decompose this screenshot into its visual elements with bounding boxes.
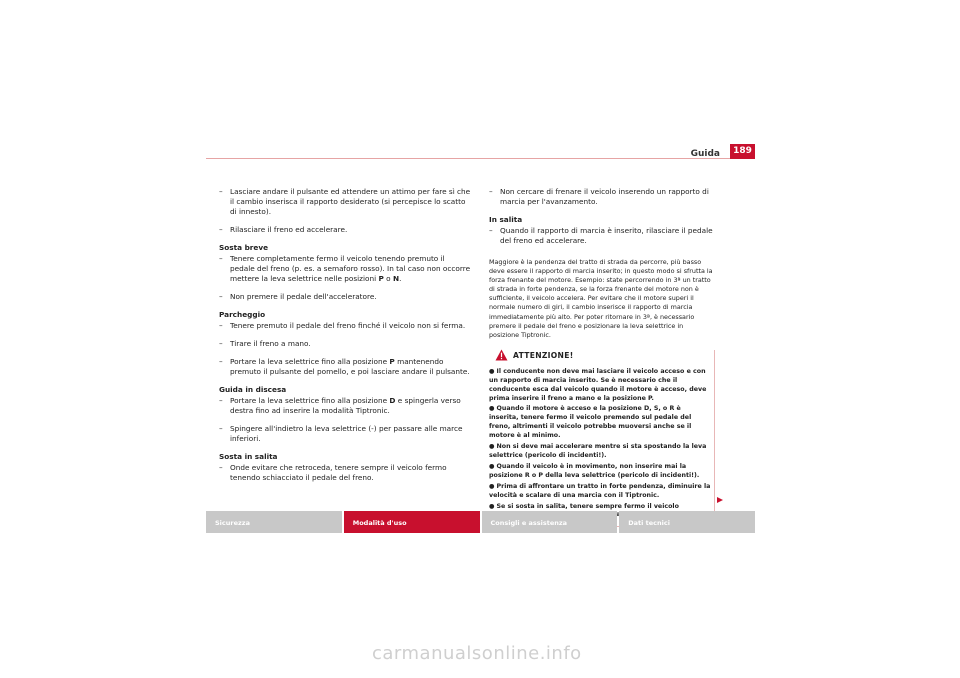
bullet-icon: ● — [489, 405, 495, 413]
continue-arrow-icon — [717, 497, 723, 503]
warning-item: ● Quando il veicolo è in movimento, non inserire mai la posizione R o P della leva selettrice (pericolo di incidenti!). — [489, 462, 700, 479]
warning-item: ● Quando il motore è acceso e la posizione D, S, o R è inserita, tenere fermo il veicolo premendo sul pedale del freno, altrimenti il veicolo potrebbe muoversi anche se il motore è al minimo. — [489, 405, 692, 440]
list-item: – Non cercare di frenare il veicolo inserendo un rapporto di marcia per l'avanzamento. — [489, 187, 709, 206]
section-title: Guida — [690, 149, 720, 159]
warning-item: ● Prima di affrontare un tratto in forte pendenza, diminuire la velocità e scalare di una marcia con il Tiptronic. — [489, 482, 711, 499]
list-item: – Tirare il freno a mano. — [219, 339, 311, 348]
warning-title: ATTENZIONE! — [513, 350, 574, 360]
list-item: – Non premere il pedale dell'acceleratore. — [219, 292, 377, 301]
tab-sicurezza[interactable]: Sicurezza — [206, 511, 342, 533]
list-item: – Portare la leva selettrice fino alla posizione D e spingerla verso destra fino ad inserire la modalità Tiptronic. — [219, 396, 461, 415]
bullet-icon: ● — [489, 443, 495, 451]
tab-modalita-uso[interactable]: Modalità d'uso — [344, 511, 480, 533]
warning-triangle-icon — [495, 349, 508, 361]
warning-header — [489, 350, 711, 366]
list-item: – Quando il rapporto di marcia è inserito, rilasciare il pedale del freno ed accelerare. — [489, 226, 713, 245]
heading-in-salita: In salita — [489, 215, 523, 224]
bullet-icon: ● — [489, 502, 495, 510]
list-item: – Lasciare andare il pulsante ed attendere un attimo per fare sì che il cambio inserisca il rapporto desiderato (si percepisce lo scatto di innesto). — [219, 187, 471, 216]
list-item: – Spingere all'indietro la leva selettrice (-) per passare alle marce inferiori. — [219, 424, 463, 443]
bullet-icon: ● — [489, 367, 495, 375]
list-item: – Rilasciare il freno ed accelerare. — [219, 225, 348, 234]
bullet-icon: ● — [489, 462, 495, 470]
warning-item: ● Non si deve mai accelerare mentre si sta spostando la leva selettrice (pericolo di incidenti!). — [489, 443, 707, 459]
tab-dati-tecnici[interactable]: Dati tecnici — [619, 511, 755, 533]
list-item: – Tenere premuto il pedale del freno finché il veicolo non si ferma. — [219, 321, 466, 330]
heading-parcheggio: Parcheggio — [219, 310, 266, 319]
watermark: carmanualsonline.info — [372, 643, 582, 664]
list-item: – Portare la leva selettrice fino alla posizione P mantenendo premuto il pulsante del pomello, e poi lasciare andare il pulsante. — [219, 357, 470, 376]
bullet-icon: ● — [489, 482, 495, 490]
right-column — [489, 187, 715, 527]
warning-item: ● Se si sosta in salita, tenere sempre fermo il veicolo — [489, 502, 679, 510]
heading-sosta-salita: Sosta in salita — [219, 452, 278, 461]
warning-box — [489, 350, 715, 528]
note-paragraph: Maggiore è la pendenza del tratto di strada da percorre, più basso deve essere il rapporto di marcia inserito; in questo modo si sfrutta la forza frenante del motore. Esempio: state percorrendo in 3ª un tratto di strada in forte pendenza, se la forza frenante del motore non è sufficiente, il veicolo accelera. Per evitare che il motore superi il normale numero di giri, il cambio inserisce il rapporto di marcia immediatamente più alto. Per poter ritornare in 3ª, è necessario premere il pedale del freno e posizionare la leva selettrice in posizione Tiptronic. — [489, 258, 713, 339]
tab-consigli-assistenza[interactable]: Consigli e assistenza — [482, 511, 618, 533]
heading-guida-discesa: Guida in discesa — [219, 385, 287, 394]
left-column — [219, 187, 471, 491]
list-item: – Onde evitare che retroceda, tenere sempre il veicolo fermo tenendo schiacciato il pedale del freno. — [219, 463, 447, 482]
list-item: – Tenere completamente fermo il veicolo tenendo premuto il pedale del freno (p. es. a semaforo rosso). In tal caso non occorre mettere la leva selettrice nelle posizioni P o N. — [219, 254, 471, 283]
footer-nav — [206, 511, 755, 533]
heading-sosta-breve: Sosta breve — [219, 243, 269, 252]
page-number: 189 — [730, 144, 755, 159]
warning-item: ● Il conducente non deve mai lasciare il veicolo acceso e con un rapporto di marcia inserito. Se è necessario che il conducente esca dal veicolo quando il motore è acceso, deve prima inserire il freno a mano e la posizione P. — [489, 367, 707, 402]
